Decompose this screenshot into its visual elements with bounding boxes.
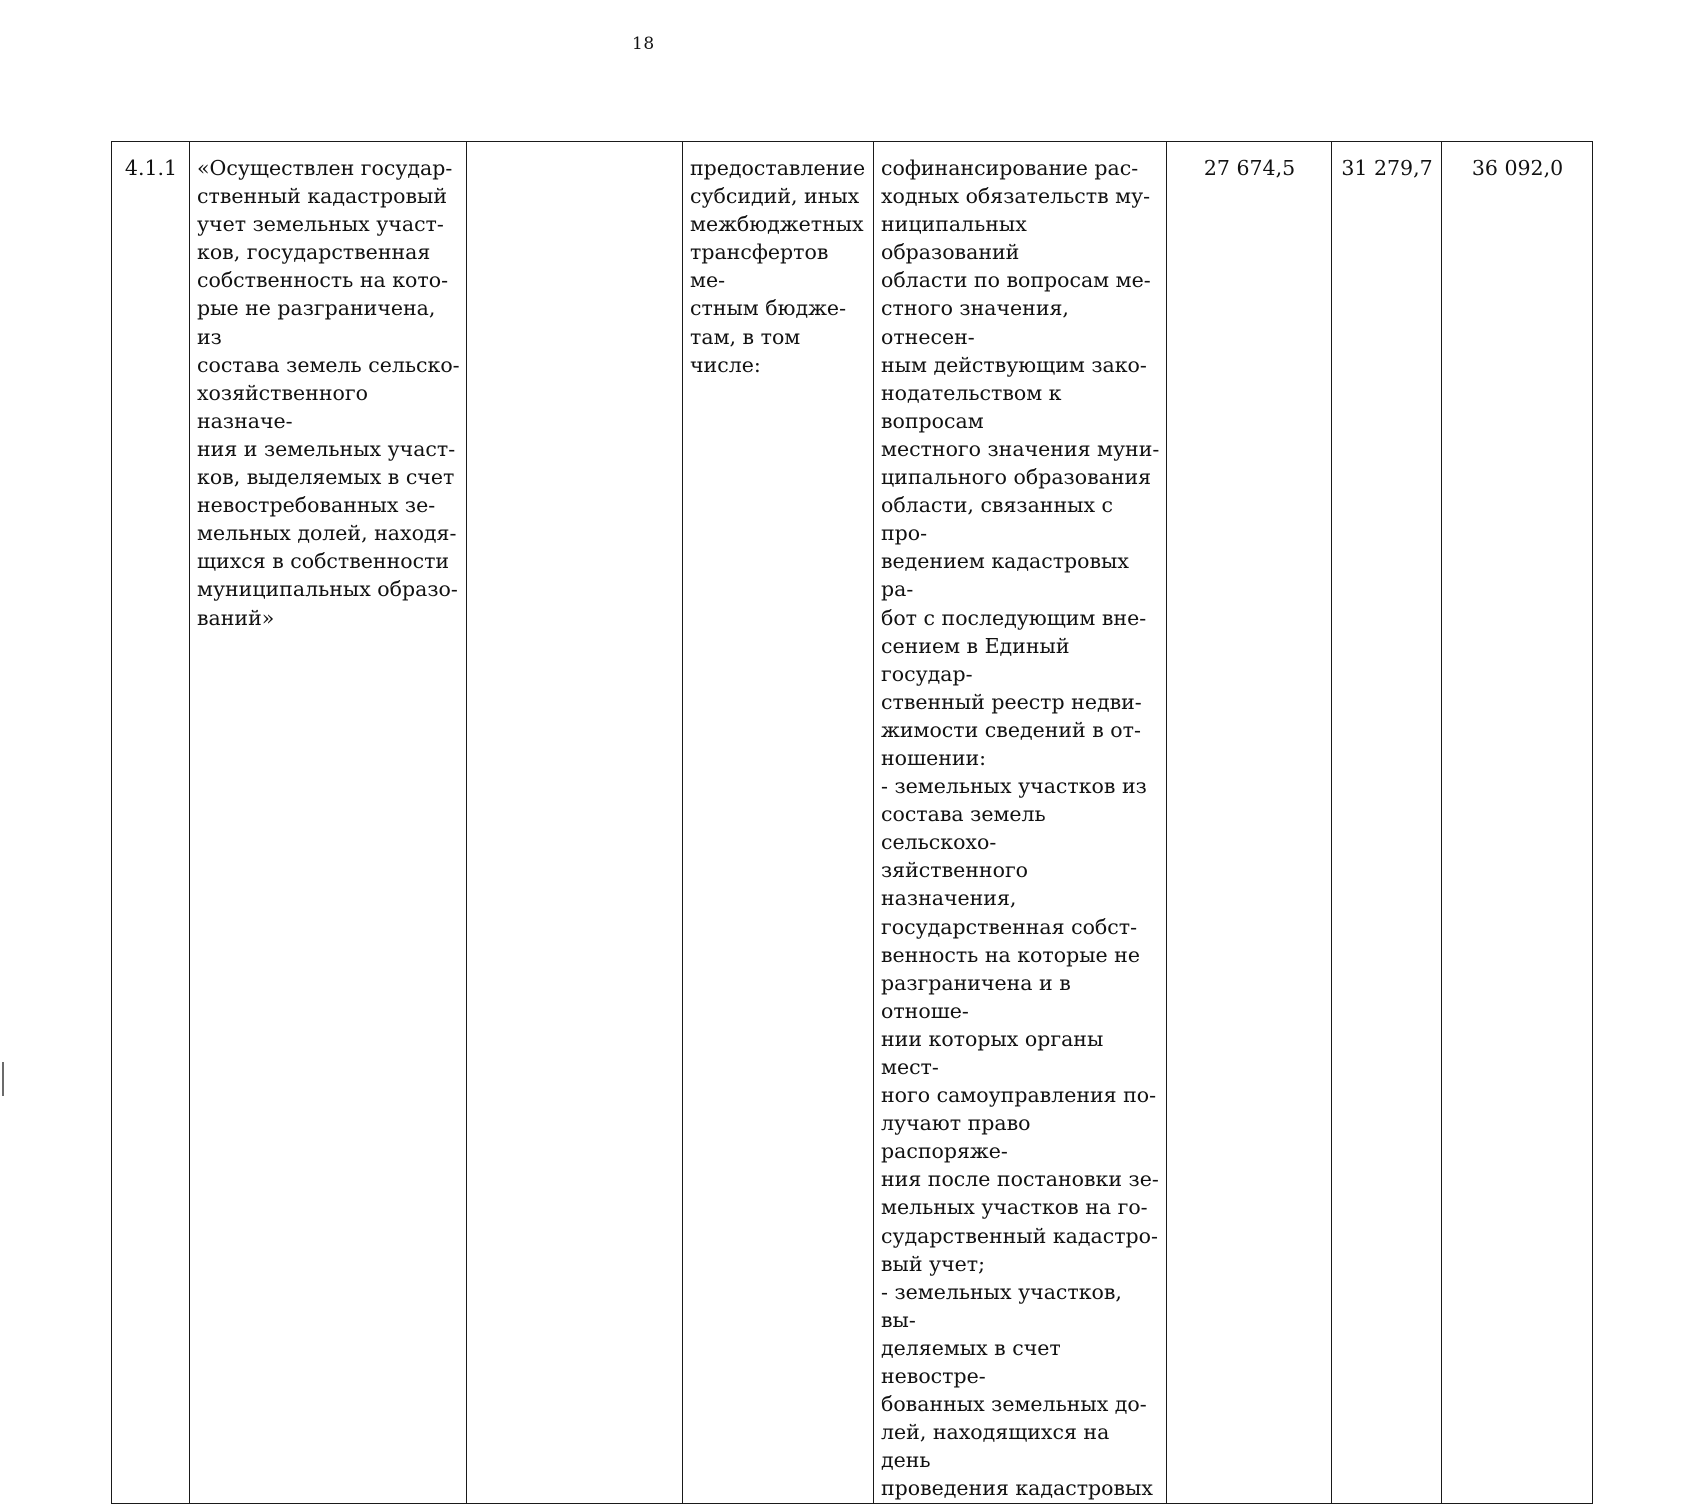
purpose-cell: софинансирование рас- ходных обязательств му- ниципальных образований области по вопросам ме- стного значения, отнесен- ным действующим зако- нодательством к вопросам местного значения муни- ципального образования области, связанных с про- ведением кадастровых ра- бот с последующим вне- сением в Единый государ- ственный реестр недви- жимости сведений в от- ношении: - земельных участков из состава земель сельскохо- зяйственного назначения, государственная собст- венность на которые не разграничена и в отноше- нии которых органы мест- ного самоуправления по- лучают право распоряже- ния после постановки зе- мельных участков на го- сударственный кадастро- вый учет; - земельных участков, вы- деляемых в счет невостре- бованных земельных до- лей, находящихся на день проведения кадастровых <box>874 142 1167 1504</box>
result-cell: «Осуществлен государ- ственный кадастровый учет земельных участ- ков, государственная собственность на кото- рые не разграничена, из состава земель сельско- хозяйственного назначе- ния и земельных участ- ков, выделяемых в счет невостребованных зе- мельных долей, находя- щихся в собственности муниципальных образо- ваний» <box>190 142 467 1504</box>
amount-cell-2: 31 279,7 <box>1332 142 1442 1504</box>
page-number: 18 <box>632 34 655 54</box>
scan-edge-mark <box>2 1062 4 1096</box>
amount-cell-1: 27 674,5 <box>1167 142 1332 1504</box>
empty-cell <box>467 142 683 1504</box>
row-index-cell: 4.1.1 <box>112 142 190 1504</box>
funding-form-cell: предоставление субсидий, иных межбюджетных трансфертов ме- стным бюдже- там, в том числе: <box>683 142 874 1504</box>
program-table <box>111 141 1593 1504</box>
amount-cell-3: 36 092,0 <box>1442 142 1593 1504</box>
table-row <box>112 142 1593 1504</box>
